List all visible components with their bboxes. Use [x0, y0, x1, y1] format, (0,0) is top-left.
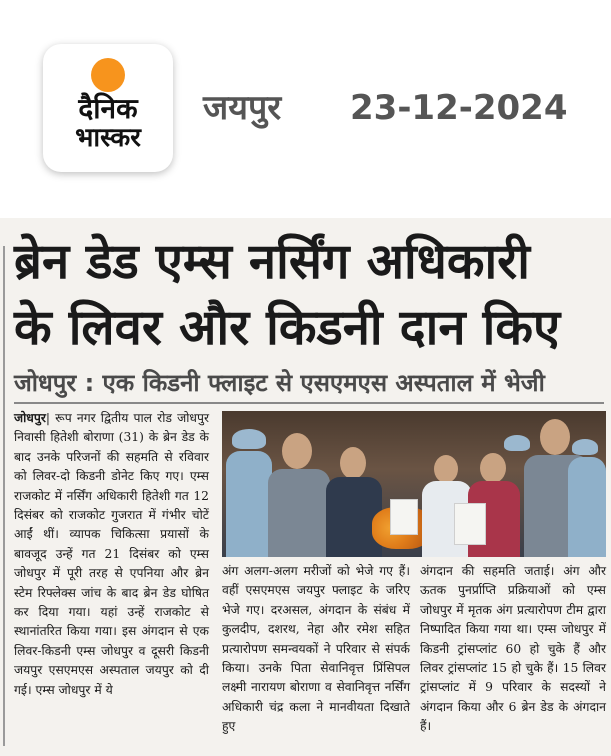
article-column-3: [420, 562, 606, 737]
dainik-bhaskar-logo[interactable]: [43, 44, 173, 172]
dateline: जोधपुर: [14, 410, 46, 425]
edition-city: जयपुर: [203, 88, 282, 128]
headline-line-2: के लिवर और किडनी दान किए: [14, 299, 561, 356]
column-3-text: अंगदान की सहमति जताई। अंग और ऊतक पुनर्प्राप्ति प्रक्रियाओं को एम्स जोधपुर में मृतक अंग प्रत्यारोपण टीम द्वारा निष्पादित किया गया था। एम्स जोधपुर में किडनी ट्रांसप्लांट 60 हो चुके हैं और लिवर ट्रांसप्लांट 15 हो चुके हैं। 15 लिवर ट्रांसप्लांट में 9 परिवार के सदस्यों ने अंगदान किया और 6 ब्रेन डेड के अंगदान हैं।: [420, 564, 606, 734]
app-header: [0, 0, 611, 205]
logo-text-line2: भास्कर: [75, 123, 141, 153]
sun-logo-icon: [91, 58, 125, 92]
news-photo: [222, 411, 606, 557]
headline-line-1: ब्रेन डेड एम्स नर्सिंग अधिकारी: [14, 233, 530, 290]
column-divider: [3, 246, 5, 746]
subhead-divider: [14, 402, 604, 404]
article-column-1: [14, 408, 209, 700]
article-column-2: [222, 562, 410, 737]
logo-text-line1: दैनिक: [78, 92, 138, 125]
subheadline: जोधपुर : एक किडनी फ्लाइट से एसएमएस अस्पताल में भेजी: [14, 369, 545, 397]
column-1-text: | रूप नगर द्वितीय पाल रोड जोधपुर निवासी हितेशी बोराणा (31) के ब्रेन डेड के बाद उनके परिजनों की सहमति से रविवार को लिवर-दो किडनी डोनेट किए गए। एम्स राजकोट में नर्सिंग अधिकारी हितेशी गत 12 दिसंबर को राजकोट गुजरात में गंभीर चोटें आईं थीं। व्यापक चिकित्सा प्रयासों के बावजूद उन्हें गत 21 दिसंबर को एम्स जोधपुर में पूरी तरह से एपनिया और ब्रेन स्टेम रिफ्लेक्स जांच के बाद ब्रेन डेड घोषित कर दिया गया। यहां उन्हें राजकोट से स्थानांतरित किया गया। इस अंगदान से एक लिवर-किडनी एम्स जोधपुर व दूसरी किडनी जयपुर एसएमएस अस्पताल जयपुर को दी गई। एम्स जोधपुर में ये: [14, 411, 209, 697]
edition-date: 23-12-2024: [350, 88, 568, 128]
column-2-text: अंग अलग-अलग मरीजों को भेजे गए हैं। वहीं एसएमएस जयपुर फ्लाइट के जरिए भेजे गए। दरअसल, अंगदान के संबंध में कुलदीप, दशरथ, नेहा और रमेश सहित प्रत्यारोपण समन्वयकों ने परिवार से संपर्क किया। उनके पिता सेवानिवृत्त प्रिंसिपल लक्ष्मी नारायण बोराणा व सेवानिवृत्त नर्सिंग अधिकारी चंद्र कला ने मानवीयता दिखाते हुए: [222, 564, 410, 734]
